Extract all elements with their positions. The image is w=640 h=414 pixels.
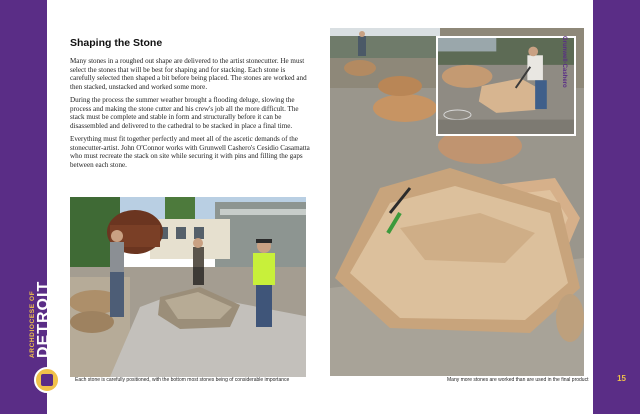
right-purple-band bbox=[593, 0, 640, 414]
magazine-header-mark: Grunwell·Cashero bbox=[561, 36, 567, 88]
caption-right-photo: Many more stones are worked than are used in the final product bbox=[447, 377, 589, 383]
article-paragraph: During the process the summer weather brought a flooding deluge, slowing the process and making the stone cutter and his crew's job all the more difficult. The stack must be complete and stable in form and structurally before it can be disassembled and delivered to the cathedral to be stacked in place a final time. bbox=[70, 96, 299, 130]
article-paragraph: Many stones in a roughed out shape are delivered to the artist stonecutter. He must select the stones that will be best for shaping and for stacking. Each stone is carefully selected then shaped a bit before being placed. The stones are worked and then stacked, unstacked and worked some more. bbox=[70, 57, 307, 91]
article-paragraph: Everything must fit together perfectly and meet all of the ascetic demands of the stonecutter-artist. John O'Connor works with Grunwell Cashero's Cesidio Casamatta who must recreate the stack on site while securing it with pins and filling the gaps between each stone. bbox=[70, 135, 310, 169]
archdiocese-seal-icon bbox=[34, 367, 60, 393]
article-body bbox=[70, 57, 312, 174]
logo-small-text: ARCHDIOCESE OF bbox=[29, 290, 36, 358]
logo-large-text: DETROIT bbox=[35, 280, 52, 358]
archdiocese-logo bbox=[30, 238, 50, 358]
caption-left-photo: Each stone is carefully positioned, with the bottom most stones being of considerable importance bbox=[75, 377, 290, 383]
photo-workshop-crew bbox=[70, 197, 306, 377]
page-number: 15 bbox=[617, 374, 626, 383]
article-title: Shaping the Stone bbox=[70, 37, 163, 49]
